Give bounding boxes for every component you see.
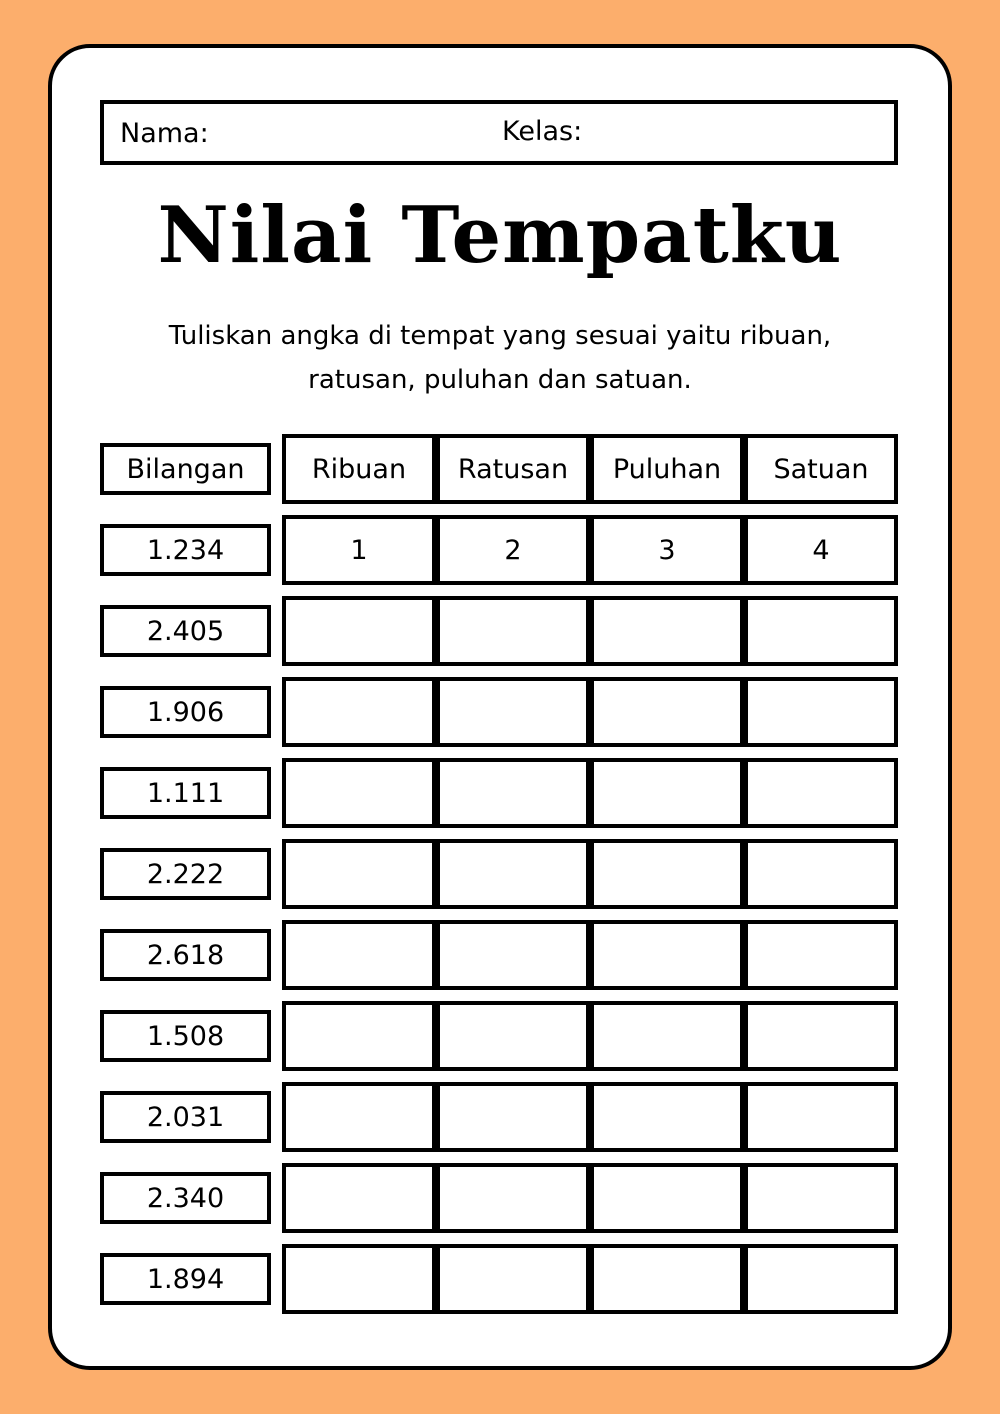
answer-cell-ribuan[interactable] xyxy=(282,596,436,666)
answer-cell-satuan[interactable] xyxy=(744,1082,898,1152)
answer-cell-ribuan[interactable] xyxy=(282,920,436,990)
column-header-ribuan: Ribuan xyxy=(282,434,436,504)
answer-cell-ribuan[interactable] xyxy=(282,1001,436,1071)
answer-cell-satuan[interactable] xyxy=(744,758,898,828)
answer-cell-puluhan: 3 xyxy=(590,515,744,585)
answer-cell-ratusan[interactable] xyxy=(436,1082,590,1152)
number-cell: 1.234 xyxy=(100,524,271,576)
answer-cell-ribuan[interactable] xyxy=(282,1163,436,1233)
answer-cell-ratusan[interactable] xyxy=(436,839,590,909)
answer-cell-ratusan[interactable] xyxy=(436,758,590,828)
number-cell: 2.405 xyxy=(100,605,271,657)
answer-cell-satuan[interactable] xyxy=(744,677,898,747)
number-cell: 1.906 xyxy=(100,686,271,738)
answer-cell-ratusan[interactable] xyxy=(436,920,590,990)
answer-cell-ribuan[interactable] xyxy=(282,758,436,828)
answer-cell-puluhan[interactable] xyxy=(590,758,744,828)
answer-cell-puluhan[interactable] xyxy=(590,596,744,666)
answer-cell-ribuan[interactable] xyxy=(282,1244,436,1314)
number-cell: 2.031 xyxy=(100,1091,271,1143)
answer-cell-satuan[interactable] xyxy=(744,1001,898,1071)
answer-cell-ribuan[interactable] xyxy=(282,1082,436,1152)
answer-cell-ribuan[interactable] xyxy=(282,677,436,747)
answer-cell-ratusan[interactable] xyxy=(436,1001,590,1071)
instruction-line-2: ratusan, puluhan dan satuan. xyxy=(308,365,692,395)
answer-cell-ratusan[interactable] xyxy=(436,677,590,747)
number-cell: 2.340 xyxy=(100,1172,271,1224)
answer-cell-satuan: 4 xyxy=(744,515,898,585)
answer-cell-satuan[interactable] xyxy=(744,839,898,909)
number-cell: 1.894 xyxy=(100,1253,271,1305)
column-header-puluhan: Puluhan xyxy=(590,434,744,504)
name-label: Nama: xyxy=(120,118,209,149)
answer-cell-satuan[interactable] xyxy=(744,596,898,666)
answer-cell-ratusan[interactable] xyxy=(436,1244,590,1314)
answer-cell-satuan[interactable] xyxy=(744,1244,898,1314)
answer-cell-puluhan[interactable] xyxy=(590,1001,744,1071)
answer-cell-ribuan: 1 xyxy=(282,515,436,585)
answer-cell-satuan[interactable] xyxy=(744,1163,898,1233)
student-info-bar xyxy=(100,100,898,165)
worksheet-title: Nilai Tempatku xyxy=(157,190,843,281)
answer-cell-puluhan[interactable] xyxy=(590,677,744,747)
number-cell: 1.111 xyxy=(100,767,271,819)
answer-cell-satuan[interactable] xyxy=(744,920,898,990)
number-cell: 2.618 xyxy=(100,929,271,981)
number-cell: 1.508 xyxy=(100,1010,271,1062)
instruction-line-1: Tuliskan angka di tempat yang sesuai yaitu ribuan, xyxy=(168,321,832,351)
answer-cell-puluhan[interactable] xyxy=(590,920,744,990)
answer-cell-ratusan[interactable] xyxy=(436,596,590,666)
answer-cell-puluhan[interactable] xyxy=(590,839,744,909)
answer-cell-puluhan[interactable] xyxy=(590,1163,744,1233)
number-header: Bilangan xyxy=(100,443,271,495)
instructions xyxy=(120,314,880,402)
answer-cell-puluhan[interactable] xyxy=(590,1244,744,1314)
answer-cell-ribuan[interactable] xyxy=(282,839,436,909)
answer-cell-ratusan[interactable] xyxy=(436,1163,590,1233)
class-label: Kelas: xyxy=(502,116,583,147)
answer-cell-puluhan[interactable] xyxy=(590,1082,744,1152)
answer-cell-ratusan: 2 xyxy=(436,515,590,585)
column-header-ratusan: Ratusan xyxy=(436,434,590,504)
column-header-satuan: Satuan xyxy=(744,434,898,504)
number-cell: 2.222 xyxy=(100,848,271,900)
